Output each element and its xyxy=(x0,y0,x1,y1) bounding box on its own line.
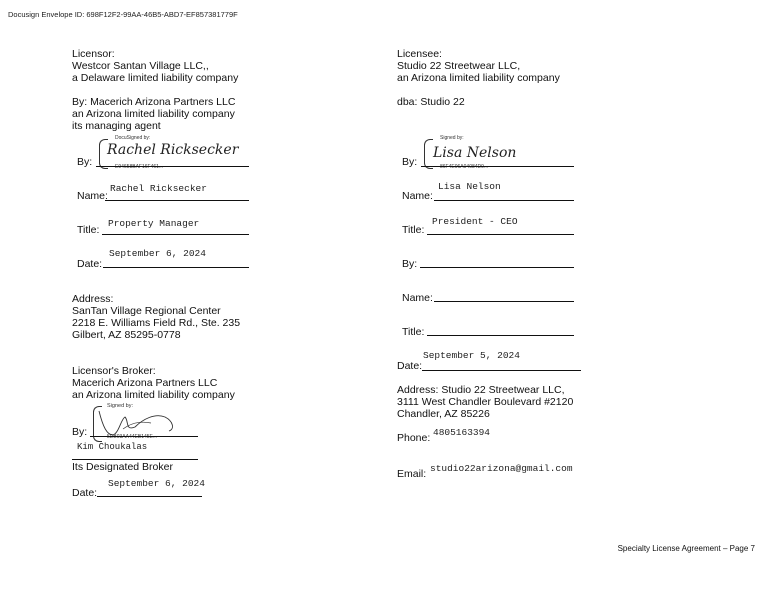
broker-name: Kim Choukalas xyxy=(77,442,148,452)
licensee-address-line3: Chandler, AZ 85226 xyxy=(397,408,490,420)
licensee-title2-line xyxy=(427,335,574,336)
licensee-by2-line xyxy=(420,267,574,268)
licensor-agent-role: its managing agent xyxy=(72,120,161,132)
broker-date-line xyxy=(97,496,202,497)
broker-signature-line xyxy=(90,436,198,437)
licensee-signature-bracket xyxy=(424,139,433,169)
licensee-company: Studio 22 Streetwear LLC, xyxy=(397,60,521,72)
broker-date-label: Date: xyxy=(72,487,98,499)
page-footer: Specialty License Agreement – Page 7 xyxy=(617,544,755,553)
licensor-signature: Rachel Ricksecker xyxy=(107,142,239,158)
licensor-by-label: By: xyxy=(77,156,93,168)
licensee-signature-id: 86F4E06A04084D9... xyxy=(440,164,489,170)
broker-name-line xyxy=(72,459,198,460)
licensee-name2-line xyxy=(434,301,574,302)
licensor-title-value: Property Manager xyxy=(108,218,200,229)
licensee-phone-value: 4805163394 xyxy=(433,427,491,438)
licensor-address xyxy=(72,293,240,341)
licensor-signature-stamp: DocuSigned by: xyxy=(115,135,151,141)
licensee-signature-stamp: Signed by: xyxy=(440,135,464,141)
licensor-signature-line xyxy=(96,166,249,167)
licensor-address-line3: Gilbert, AZ 85295-0778 xyxy=(72,329,181,341)
licensee-email-label: Email: xyxy=(397,468,427,480)
licensee-title-label: Title: xyxy=(402,224,425,236)
licensor-signature-id: E94658BAF16F461... xyxy=(115,164,164,170)
licensor-date-label: Date: xyxy=(77,258,103,270)
licensor-block xyxy=(72,48,238,84)
licensee-date-line xyxy=(422,370,581,371)
broker-company: Macerich Arizona Partners LLC xyxy=(72,377,218,389)
broker-label: Licensor's Broker: xyxy=(72,365,156,377)
licensee-title-line xyxy=(427,234,574,235)
broker-by-label: By: xyxy=(72,426,88,438)
licensor-date-value: September 6, 2024 xyxy=(109,248,206,259)
licensor-name-label: Name: xyxy=(77,190,108,202)
licensee-date-value: September 5, 2024 xyxy=(423,350,520,361)
licensor-address-line1: SanTan Village Regional Center xyxy=(72,305,221,317)
licensee-dba: dba: Studio 22 xyxy=(397,96,465,108)
licensee-address-line2: 3111 West Chandler Boulevard #2120 xyxy=(397,396,574,408)
licensor-agent-type: an Arizona limited liability company xyxy=(72,108,235,120)
licensee-by2-label: By: xyxy=(402,258,418,270)
licensor-name-line xyxy=(105,200,249,201)
licensee-block xyxy=(397,48,560,84)
licensor-title-line xyxy=(102,234,249,235)
licensee-name-value: Lisa Nelson xyxy=(438,181,501,192)
licensee-name-line xyxy=(434,200,574,201)
licensor-address-line2: 2218 E. Williams Field Rd., Ste. 235 xyxy=(72,317,241,329)
licensee-address xyxy=(397,384,573,420)
broker-block xyxy=(72,365,235,401)
broker-signature-stamp: Signed by: xyxy=(107,403,133,409)
licensor-title-label: Title: xyxy=(77,224,100,236)
broker-date-value: September 6, 2024 xyxy=(108,478,205,489)
licensee-entity-type: an Arizona limited liability company xyxy=(397,72,560,84)
licensee-signature: Lisa Nelson xyxy=(433,145,517,161)
licensee-email-value: studio22arizona@gmail.com xyxy=(430,463,573,474)
licensee-date-label: Date: xyxy=(397,360,423,372)
licensor-agent-block xyxy=(72,96,235,132)
licensee-title-value: President - CEO xyxy=(432,216,518,227)
licensee-name-label: Name: xyxy=(402,190,433,202)
licensee-phone-label: Phone: xyxy=(397,432,431,444)
licensee-label: Licensee: xyxy=(397,48,442,60)
licensor-label: Licensor: xyxy=(72,48,115,60)
licensor-agent-by: By: Macerich Arizona Partners LLC xyxy=(72,96,236,108)
licensee-address-line1: Address: Studio 22 Streetwear LLC, xyxy=(397,384,565,396)
licensor-name-value: Rachel Ricksecker xyxy=(110,183,207,194)
licensee-name2-label: Name: xyxy=(402,292,433,304)
licensor-date-line xyxy=(103,267,249,268)
licensor-company: Westcor Santan Village LLC,, xyxy=(72,60,209,72)
licensor-address-label: Address: xyxy=(72,293,114,305)
broker-signature-id: 5DB03AA44EB145E... xyxy=(107,434,158,440)
broker-entity-type: an Arizona limited liability company xyxy=(72,389,235,401)
licensee-by-label: By: xyxy=(402,156,418,168)
envelope-id: Docusign Envelope ID: 698F12F2-99AA-46B5-ABD7-EF857381779F xyxy=(8,10,238,19)
broker-designation: Its Designated Broker xyxy=(72,461,173,473)
licensee-title2-label: Title: xyxy=(402,326,425,338)
licensee-signature-line xyxy=(421,166,574,167)
licensor-entity-type: a Delaware limited liability company xyxy=(72,72,239,84)
